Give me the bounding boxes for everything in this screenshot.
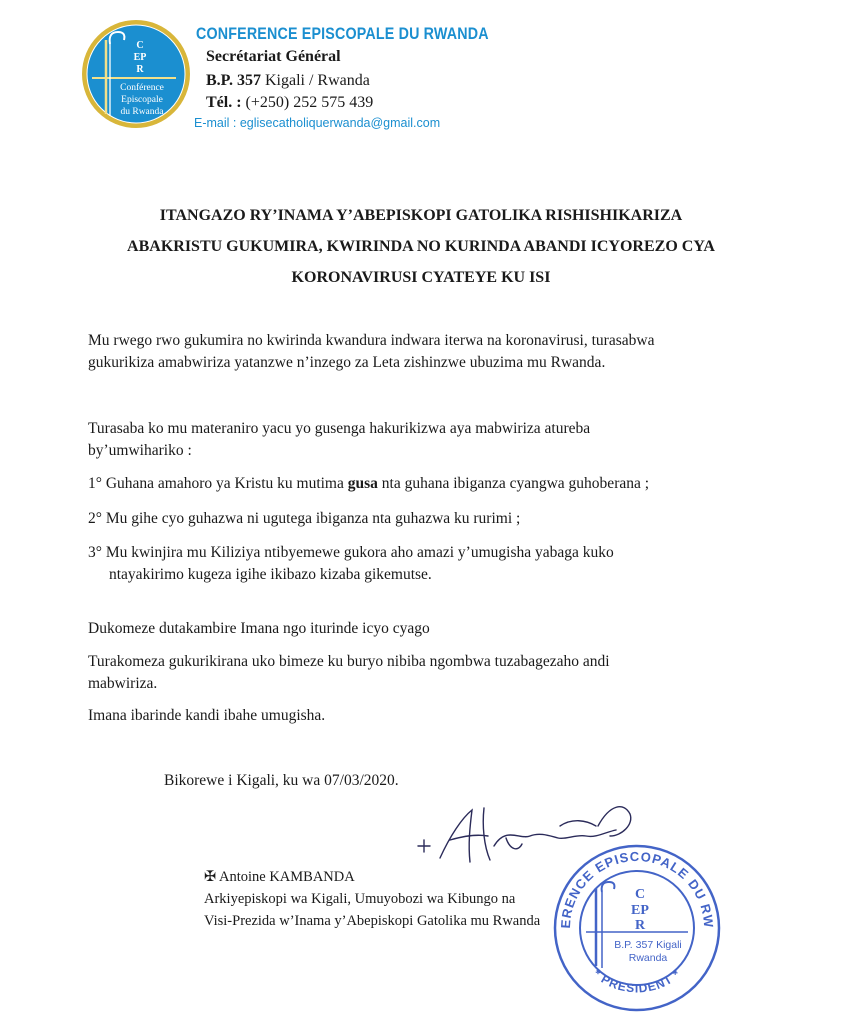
svg-text:EP: EP: [133, 52, 147, 63]
intro-line-2: gukurikiza amabwiriza yatanzwe n’inzego za Leta zishinzwe ubuzima mu Rwanda.: [88, 354, 606, 371]
logo-text-3: du Rwanda: [120, 107, 164, 117]
official-stamp: [552, 836, 722, 1012]
stamp-address-1: B.P. 357 Kigali: [614, 939, 682, 951]
request-paragraph: [88, 418, 590, 462]
signatory-name: ✠ Antoine KAMBANDA: [204, 869, 355, 885]
intro-line-1: Mu rwego rwo gukumira no kwirinda kwandura indwara iterwa na koronavirusi, turasabwa: [88, 332, 655, 349]
signatory-role-1: Arkiyepiskopi wa Kigali, Umuyobozi wa Kibungo na: [204, 891, 516, 907]
svg-text:C: C: [136, 40, 144, 51]
stamp-ring-bottom: * PRESIDENT *: [590, 966, 684, 996]
further-paragraph: [88, 651, 610, 695]
prayer-line: Dukomeze dutakambire Imana ngo iturinde icyo cyago: [88, 620, 430, 637]
rule-item-1-emphasis: gusa: [347, 475, 378, 492]
request-line-1: Turasaba ko mu materaniro yacu yo gusenga hakurikizwa aya mabwiriza atureba: [88, 420, 591, 437]
stamp-ring-top: ERENCE EPISCOPALE DU RW: [557, 848, 717, 929]
title-line-3: KORONAVIRUSI CYATEYE KU ISI: [291, 269, 551, 286]
rule-item-1-text: 1° Guhana amahoro ya Kristu ku mutima: [88, 475, 348, 492]
telephone-label: Tél. :: [206, 94, 242, 111]
document-title: [60, 200, 782, 293]
postal-address: [206, 72, 370, 90]
postal-city: Kigali / Rwanda: [260, 72, 370, 89]
stamp-letter-r: R: [634, 918, 646, 933]
request-line-2: by’umwihariko :: [88, 442, 192, 459]
logo-text-1: Conférence: [120, 83, 164, 93]
further-line-2: mabwiriza.: [88, 675, 158, 692]
further-line-1: Turakomeza gukurikirana uko bimeze ku buryo nibiba ngombwa tuzabagezaho andi: [88, 653, 610, 670]
rule-item-3-line-1: 3° Mu kwinjira mu Kiliziya ntibyemewe gukora aho amazi y’umugisha yabaga kuko: [88, 544, 614, 561]
title-line-1: ITANGAZO RY’INAMA Y’ABEPISKOPI GATOLIKA RISHISHIKARIZA: [159, 207, 683, 224]
stamp-letters-ep: EP: [631, 903, 649, 918]
signatory-role-2: Visi-Prezida w’Inama y’Abepiskopi Gatolika mu Rwanda: [204, 913, 541, 929]
blessing-line: Imana ibarinde kandi ibahe umugisha.: [88, 707, 326, 724]
intro-paragraph: [88, 330, 654, 374]
telephone-number: (+250) 252 575 439: [241, 94, 374, 111]
email-address: E-mail : eglisecatholiquerwanda@gmail.com: [194, 116, 441, 130]
rule-item-1-rest: nta guhana ibiganza cyangwa guhoberana ;: [377, 475, 650, 492]
postal-box: B.P. 357: [206, 72, 261, 89]
stamp-letter-c: C: [634, 887, 646, 902]
stamp-address-2: Rwanda: [628, 952, 668, 964]
title-line-2: ABAKRISTU GUKUMIRA, KWIRINDA NO KURINDA ABANDI ICYOREZO CYA: [127, 238, 715, 255]
rule-item-1: [88, 473, 649, 495]
organization-name: CONFERENCE EPISCOPALE DU RWANDA: [196, 24, 489, 43]
telephone: [206, 94, 373, 112]
logo-text-2: Episcopale: [121, 95, 163, 105]
svg-text:* PRESIDENT *: [590, 967, 683, 996]
rule-item-3: [88, 542, 614, 586]
place-and-date: Bikorewe i Kigali, ku wa 07/03/2020.: [164, 772, 399, 789]
secretariat-label: Secrétariat Général: [206, 48, 341, 65]
svg-text:R: R: [136, 64, 144, 75]
rule-item-2: 2° Mu gihe cyo guhazwa ni ugutega ibiganza nta guhazwa ku rurimi ;: [88, 510, 521, 527]
cep-logo: [80, 18, 192, 130]
rule-item-3-line-2: ntayakirimo kugeza igihe ikibazo kizaba gikemutse.: [109, 566, 432, 583]
